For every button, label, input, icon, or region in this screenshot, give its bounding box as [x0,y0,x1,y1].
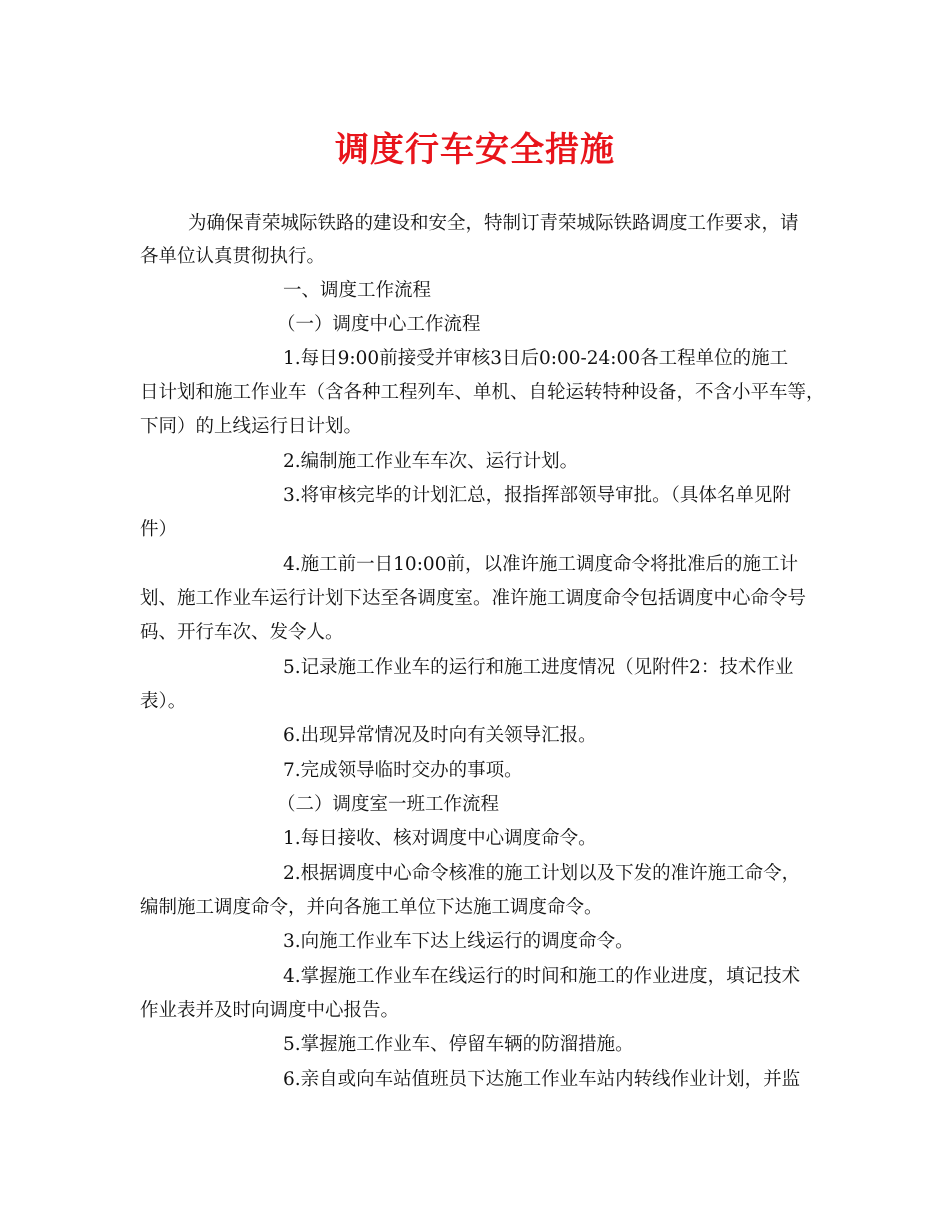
paragraph-line: 下同）的上线运行日计划。 [140,416,363,437]
paragraph-line: 6.出现异常情况及时向有关领导汇报。 [283,725,597,746]
paragraph-line: 作业表并及时向调度中心报告。 [140,1000,400,1021]
paragraph-line: 3.将审核完毕的计划汇总，报指挥部领导审批。（具体名单见附 [283,485,791,506]
paragraph-line: 3.向施工作业车下达上线运行的调度命令。 [283,931,634,952]
paragraph-line: 编制施工调度命令，并向各施工单位下达施工调度命令。 [140,897,603,918]
paragraph-line: 6.亲自或向车站值班员下达施工作业车站内转线作业计划，并监 [283,1069,801,1090]
paragraph-line: 2.根据调度中心命令核准的施工计划以及下发的准许施工命令， [283,863,801,884]
paragraph-line: 4.施工前一日10:00前，以准许施工调度命令将批准后的施工计 [283,554,798,575]
paragraph-line: 1.每日9:00前接受并审核3日后0:00-24:00各工程单位的施工 [283,348,789,369]
paragraph-line: 为确保青荣城际铁路的建设和安全，特制订青荣城际铁路调度工作要求，请 [188,213,799,234]
paragraph-line: 5.掌握施工作业车、停留车辆的防溜措施。 [283,1034,634,1055]
paragraph-line: 划、施工作业车运行计划下达至各调度室。准许施工调度命令包括调度中心命令号 [140,588,807,609]
paragraph-line: 件） [140,519,178,540]
paragraph-line: 4.掌握施工作业车在线运行的时间和施工的作业进度，填记技术 [283,966,801,987]
section-heading: 一、调度工作流程 [283,280,432,301]
paragraph-line: 2.编制施工作业车车次、运行计划。 [283,451,579,472]
paragraph-line: 各单位认真贯彻执行。 [140,246,326,267]
subsection-heading: （二）调度室一班工作流程 [277,794,500,815]
subsection-heading: （一）调度中心工作流程 [277,314,481,335]
paragraph-line: 7.完成领导临时交办的事项。 [283,760,523,781]
document-title: 调度行车安全措施 [335,130,615,170]
paragraph-line: 日计划和施工作业车（含各种工程列车、单机、自轮运转特种设备，不含小平车等， [140,382,825,403]
paragraph-line: 1.每日接收、核对调度中心调度命令。 [283,828,597,849]
paragraph-line: 码、开行车次、发令人。 [140,622,344,643]
paragraph-line: 5.记录施工作业车的运行和施工进度情况（见附件2：技术作业 [283,657,794,678]
paragraph-line: 表）。 [140,691,187,712]
